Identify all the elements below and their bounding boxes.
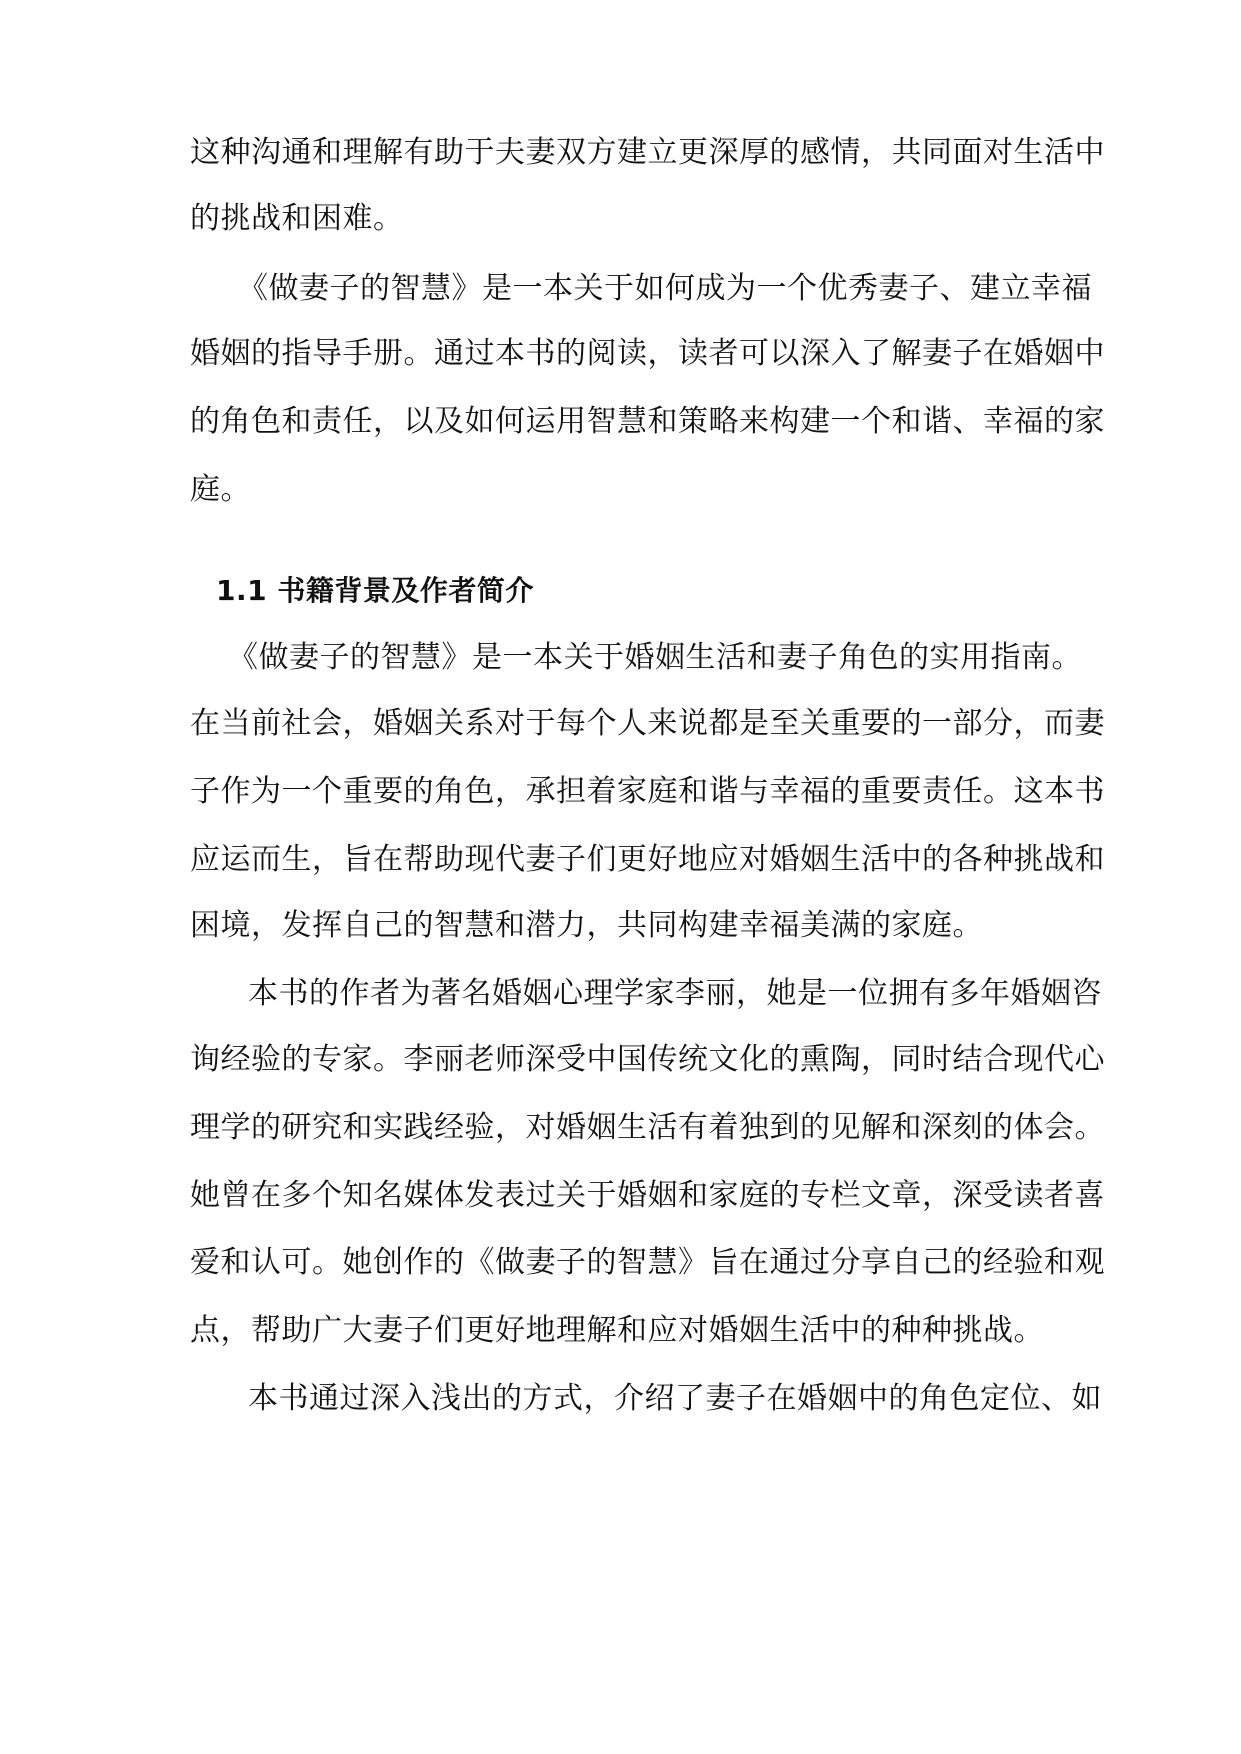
text-line: 她曾在多个知名媒体发表过关于婚姻和家庭的专栏文章，深受读者喜: [190, 1178, 1105, 1213]
text-line: 询经验的专家。李丽老师深受中国传统文化的熏陶，同时结合现代心: [190, 1042, 1105, 1077]
text-line: 子作为一个重要的角色，承担着家庭和谐与幸福的重要责任。这本书: [190, 774, 1105, 809]
text-line: 庭。: [190, 472, 251, 507]
text-line: 的角色和责任，以及如何运用智慧和策略来构建一个和谐、幸福的家: [190, 404, 1105, 439]
text-line: 婚姻的指导手册。通过本书的阅读，读者可以深入了解妻子在婚姻中: [190, 336, 1105, 371]
text-line: 理学的研究和实践经验，对婚姻生活有着独到的见解和深刻的体会。: [190, 1110, 1105, 1145]
text-line: 本书的作者为著名婚姻心理学家李丽，她是一位拥有多年婚姻咨: [248, 976, 1102, 1011]
text-line: 应运而生，旨在帮助现代妻子们更好地应对婚姻生活中的各种挑战和: [190, 842, 1105, 877]
text-line: 困境，发挥自己的智慧和潜力，共同构建幸福美满的家庭。: [190, 908, 983, 943]
text-line: 的挑战和困难。: [190, 201, 404, 236]
text-line: 点，帮助广大妻子们更好地理解和应对婚姻生活中的种种挑战。: [190, 1313, 1044, 1348]
text-line: 爱和认可。她创作的《做妻子的智慧》旨在通过分享自己的经验和观: [190, 1245, 1105, 1280]
text-line: 这种沟通和理解有助于夫妻双方建立更深厚的感情，共同面对生活中: [190, 135, 1105, 170]
text-line: 《做妻子的智慧》是一本关于如何成为一个优秀妻子、建立幸福: [238, 271, 1092, 306]
text-line: 《做妻子的智慧》是一本关于婚姻生活和妻子角色的实用指南。: [228, 640, 1082, 675]
section-heading: 1.1 书籍背景及作者简介: [216, 574, 534, 607]
text-line: 在当前社会，婚姻关系对于每个人来说都是至关重要的一部分，而妻: [190, 706, 1105, 741]
text-line: 本书通过深入浅出的方式，介绍了妻子在婚姻中的角色定位、如: [248, 1381, 1102, 1416]
